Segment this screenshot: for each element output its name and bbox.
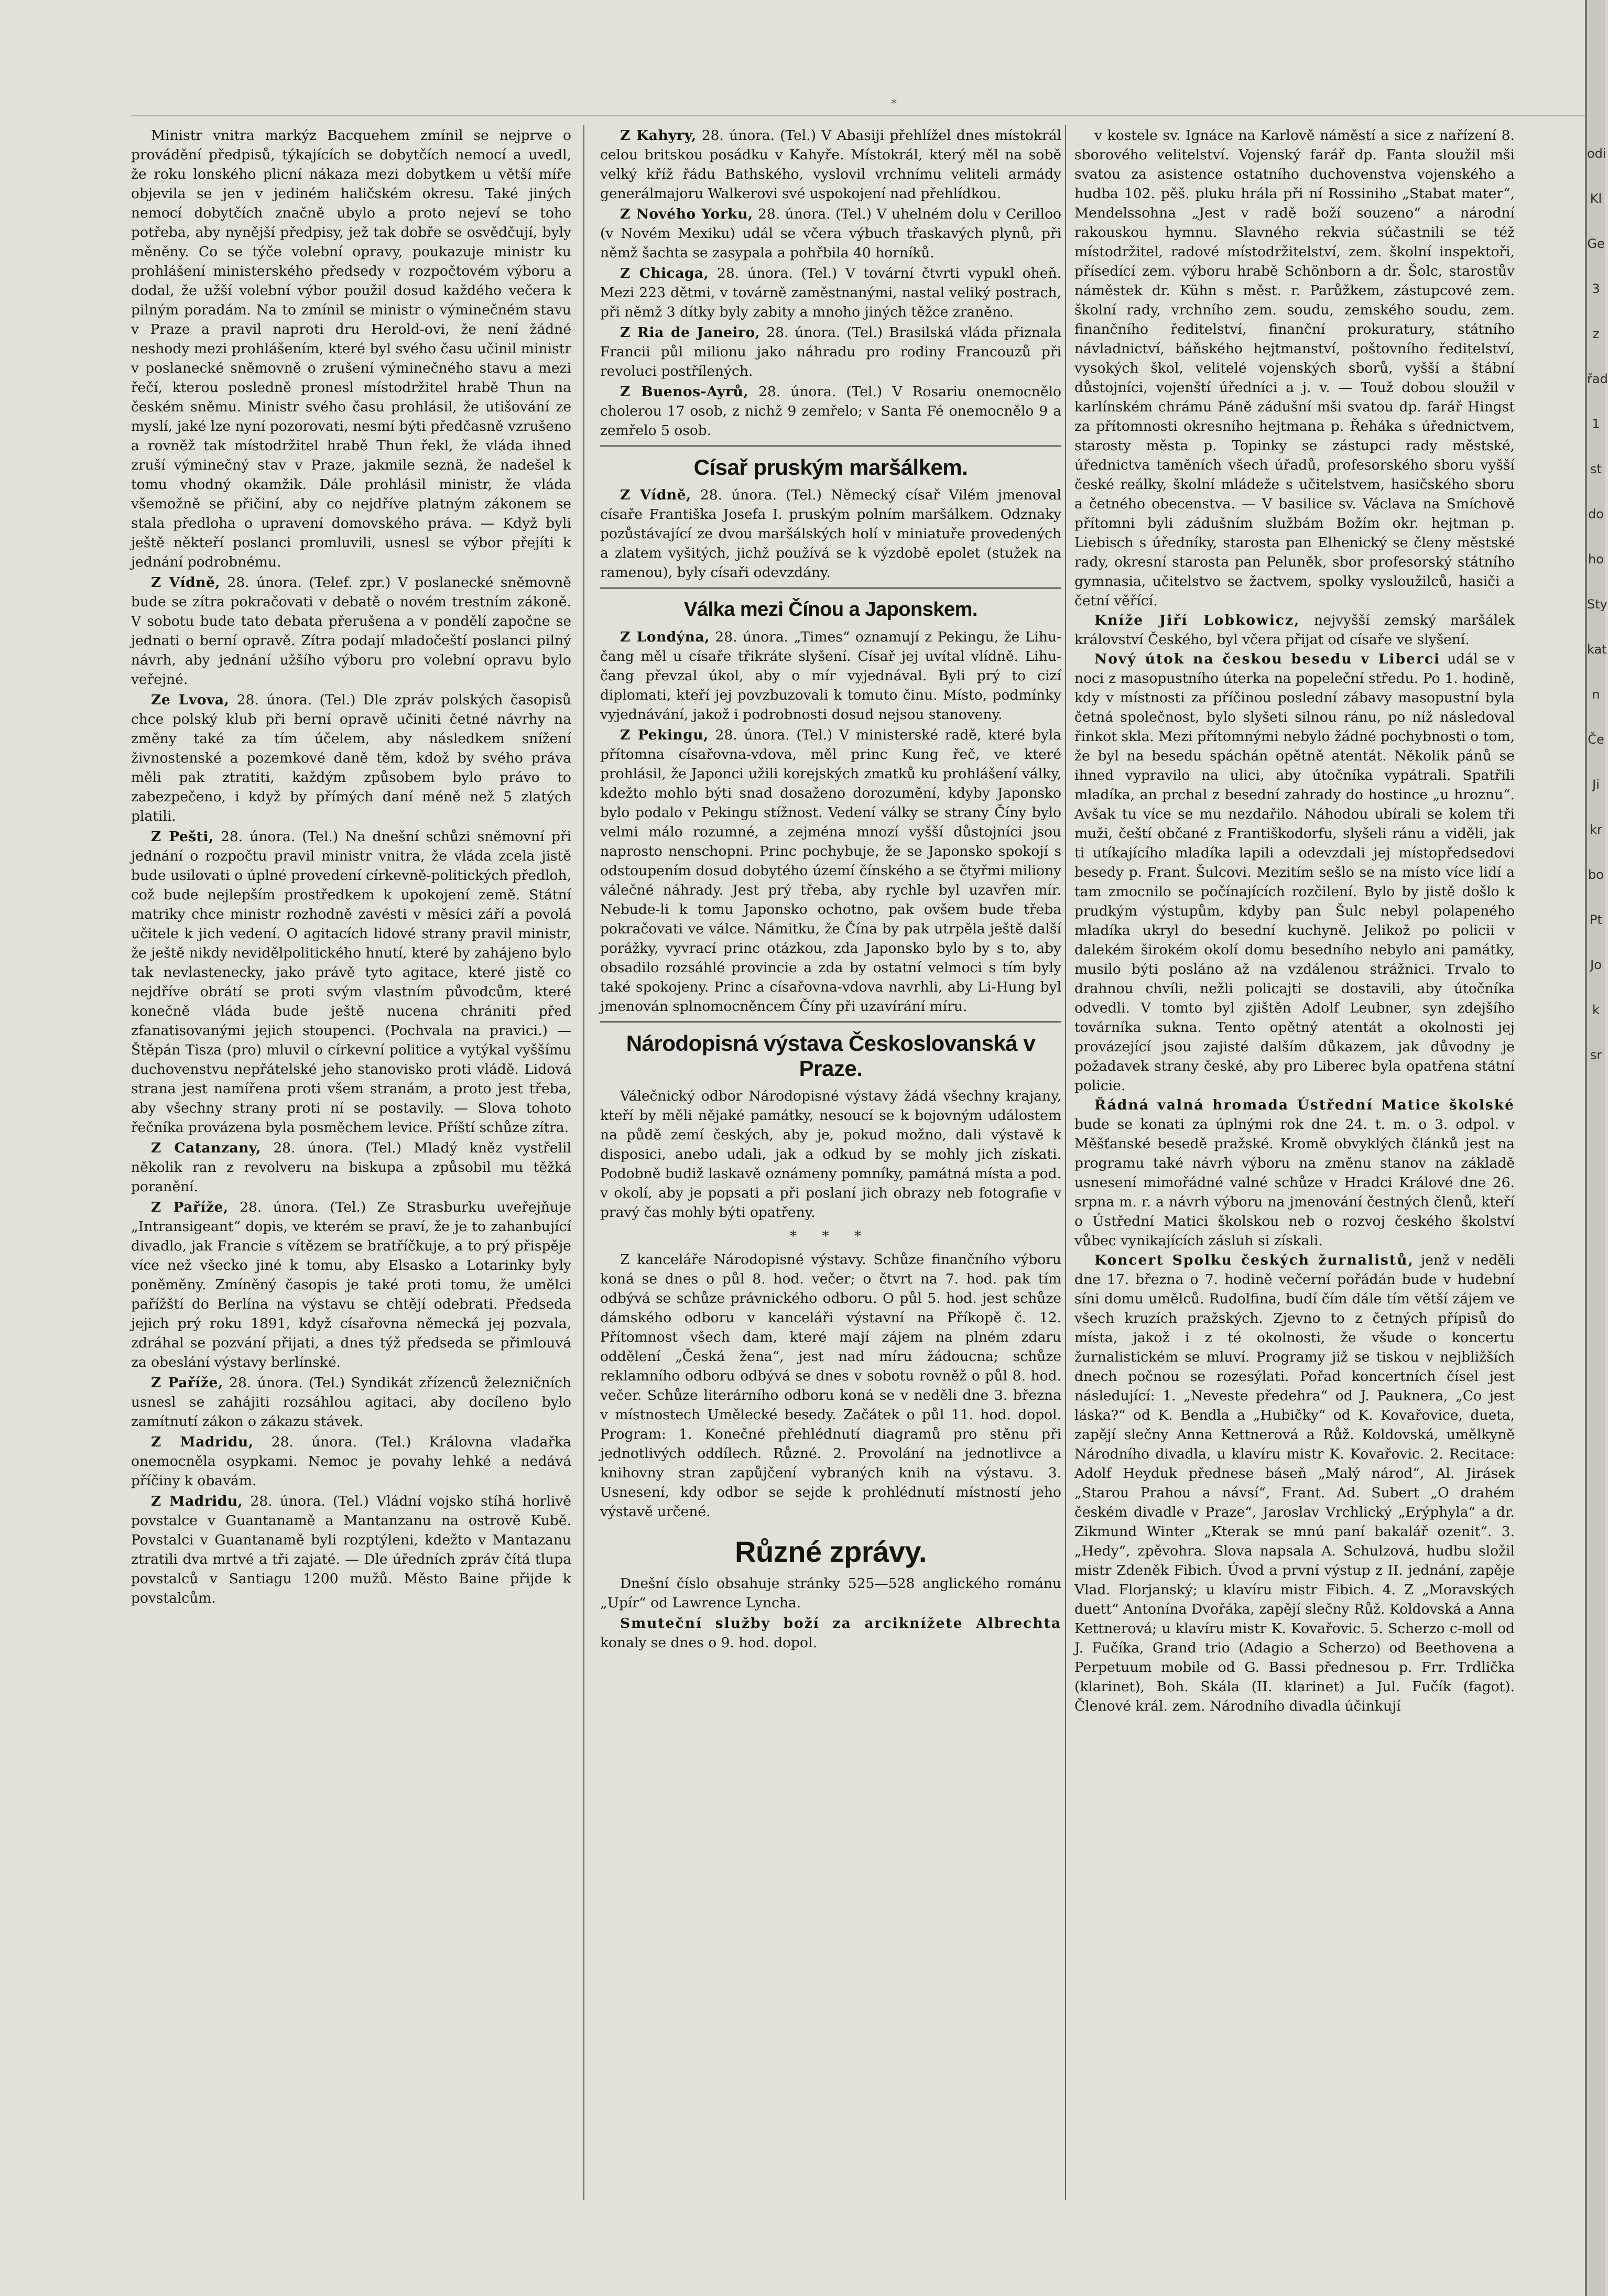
column-1 xyxy=(131,126,571,2196)
news-item xyxy=(131,827,571,1137)
news-text: 28. února. (Tel.) Dle zpráv polských časopisů chce polský klub při berní opravě učiniti četné návrhy na změny také za tím účelem, aby následkem snížení živnostenské a pozemkové daně těm, kdož by svého práva měli pak ztratiti, každým způsobem bylo právo to zabezpečeno, i když by přímých daní méně než 5 zlatých platili. xyxy=(131,692,571,824)
news-text: 28. února. (Tel.) V uhelném dolu v Cerilloo (v Novém Mexiku) udál se včera výbuch třaskavých plynů, při němž šachta se zasypala a pohřbila 40 horníků. xyxy=(600,206,1061,261)
news-text: 28. února. (Tel.) Mladý kněz vystřelil několik ran z revolveru na biskupa a způsobil mu těžká poranění. xyxy=(131,1140,571,1195)
edge-fragment: Jo xyxy=(1590,957,1602,972)
lobkowicz-title: Kníže Jiří Lobkowicz, xyxy=(1094,612,1300,628)
news-item xyxy=(131,573,571,689)
edge-fragment: Ji xyxy=(1592,777,1600,792)
news-text: 28. února. (Tel.) Na dnešní schůzi sněmovní při jednání o rozpočtu pravil ministr vnitra, že vláda zcela jistě bude usilovati o úplné provedení církevně-politických předloh, což bude nejlepším prostředkem k upokojení země. Státní matriky chce ministr rozhodně zavésti v měsíci září a povolá učitele k jich vedení. O agitacích lidové strany pravil ministr, že ještě nikdy nevidělpolitického hnutí, které by zahájeno bylo tak nevlastenecky, jako právě tyto agitace, které jistě co nejdříve obrátí se proti svým vlastním původcům, které konečně vláda bude ještě nucena chrániti před zfanatisovanými jejich stoupenci. (Pochvala na pravici.) — Štěpán Tisza (pro) mluvil o církevní politice a vytýkal vyššímu duchovenstvu nepřátelské jeho stanovisko proti vládě. Lidová strana jest namířena proti všem stranám, a proto jest třeba, aby všechny strany proti ní se postavily. — Slova tohoto řečníka provázena byla posměchem levice. Příští schůze zítra. xyxy=(131,829,571,1136)
top-border-rule xyxy=(131,115,1588,116)
meeting-title: Řádná valná hromada Ústřední Matice školské xyxy=(1094,1097,1515,1113)
edge-fragment: kr xyxy=(1590,822,1602,837)
news-item xyxy=(600,725,1061,1016)
section-divider xyxy=(600,1021,1061,1022)
meeting-note xyxy=(1074,1095,1515,1250)
war-news xyxy=(600,627,1061,1016)
column-divider-1 xyxy=(583,125,584,2200)
lobkowicz-note xyxy=(1074,611,1515,649)
news-item xyxy=(131,1198,571,1372)
edge-fragment: Ge xyxy=(1587,236,1605,251)
edge-fragment: kat xyxy=(1587,642,1607,657)
heading-misc: Různé zprávy. xyxy=(735,1535,927,1568)
column-3 xyxy=(1074,126,1515,2196)
news-item xyxy=(131,1492,571,1608)
edge-fragment: Sty xyxy=(1587,597,1607,612)
news-dateline: Z Buenos-Ayrů, xyxy=(620,384,748,400)
concert-note xyxy=(1074,1250,1515,1716)
news-dateline: Z Vídně, xyxy=(620,487,691,503)
news-text: 28. února. (Tel.) Vládní vojsko stíhá horlivě povstalce v Guantanamě a Mantanzanu na ostrově Kubě. Povstalci v Guantanamě byli rozptýleni, kdežto v Mantazanu ztratili dva mrtvé a tři zajaté. — Dle úředních zpráv čítá tlupa povstalců v Santiagu 1200 mužů. Město Baine přijde k povstalcům. xyxy=(131,1493,571,1606)
heading-kaiser: Císař pruským maršálkem. xyxy=(693,455,968,480)
news-dateline: Z Nového Yorku, xyxy=(620,206,753,222)
lobkowicz-text: nejvyšší zemský maršálek království Českého, byl včera přijat od císaře ve slyšení. xyxy=(1074,612,1515,648)
edge-fragment: do xyxy=(1588,507,1604,521)
dots-divider: * * * xyxy=(789,1228,872,1244)
news-text: 28. února. (Telef. zpr.) V poslanecké sněmovně bude se zítra pokračovati v debatě o novém trestním zákoně. V sobotu bude tato debata přerušena a v pondělí započne se jednati o berní opravě. Zítra podají mladočeští poslanci pilný návrh, aby jednání užšího výboru pro volební opravu bylo veřejné. xyxy=(131,574,571,688)
news-text: 28. února. (Tel.) Německý císař Vilém jmenoval císaře Františka Josefa I. pruským polním maršálkem. Odznaky pozůstávající ze dvou maršálských holí v miniatuře provedených a zlatem vyšitých, jichž používá se k výzdobě epolet (stužek na ramenou), byly císaři odevzdány. xyxy=(600,487,1061,581)
edge-fragment: Če xyxy=(1588,732,1604,747)
funeral-note-text: konaly se dnes o 9. hod. dopol. xyxy=(600,1635,817,1651)
news-dateline: Z Vídně, xyxy=(151,574,221,591)
column-2 xyxy=(600,126,1061,2196)
news-item xyxy=(600,323,1061,381)
news-dateline: Z Madridu, xyxy=(151,1434,254,1450)
news-text: 28. února. (Tel.) V tovární čtvrti vypukl oheň. Mezi 223 dětmi, v továrně zaměstnanými, nastal veliký postrach, při němž 3 dítky byly zabity a mnoho jiných těžce zraněno. xyxy=(600,265,1061,320)
news-item xyxy=(131,1432,571,1490)
concert-title: Koncert Spolku českých žurnalistů, xyxy=(1094,1252,1414,1268)
news-dateline: Z Pekingu, xyxy=(620,727,709,743)
news-item xyxy=(131,126,571,572)
funeral-note-title: Smuteční služby boží za arciknížete Albrechta xyxy=(620,1615,1061,1631)
news-text: 28. února. (Tel.) Syndikát zřízenců železničních usnesl se zahájiti rozsáhlou agitaci, aby docíleno bylo zamítnutí zákon o zákazu stávek. xyxy=(131,1375,571,1430)
edge-fragment: st xyxy=(1590,462,1602,476)
column-2-news xyxy=(600,126,1061,440)
misc-paragraph: Dnešní číslo obsahuje stránky 525—528 anglického románu „Upír“ od Lawrence Lyncha. xyxy=(600,1575,1061,1611)
news-text: 28. února. (Tel.) V Abasiji přehlížel dnes místokrál celou britskou posádku v Kahyře. Místokrál, který měl na sobě velký kříž řádu Bathského, vyslovil vrchnímu veliteli armády generálmajoru Walkerovi své uspokojení nad přehlídkou. xyxy=(600,127,1061,202)
news-dateline: Z Londýna, xyxy=(620,629,710,645)
section-divider xyxy=(600,445,1061,447)
edge-fragment: sr xyxy=(1590,1048,1602,1062)
edge-fragment: k xyxy=(1592,1003,1600,1017)
edge-fragment: odi xyxy=(1587,146,1606,161)
news-text: 28. února. (Tel.) Ze Strasburku uveřejňuje „Intransigeant“ dopis, ve kterém se praví, že je to zahanbující divadlo, jak Francie s vítězem se bratříčkuje, a to prý přispěje více než všecko jiné k tomu, aby Elsasko a Lotarinky byly poněměny. Zmíněný časopis je také proti tomu, že umělci pařížští do Berlína na výstavu se chtějí odebrati. Předseda jejich prý roku 1891, když císařovna německá jej pozvala, zdráhal se pozvání přijati, a dnes týž předseda se přimlouvá za obeslání výstavy berlínské. xyxy=(131,1199,571,1370)
attack-title: Nový útok na českou besedu v Liberci xyxy=(1094,651,1441,667)
news-dateline: Z Paříže, xyxy=(151,1375,223,1391)
news-item xyxy=(600,485,1061,582)
edge-fragment: řad xyxy=(1587,372,1608,386)
kaiser-news xyxy=(600,485,1061,582)
heading-war: Válka mezi Čínou a Japonskem. xyxy=(684,599,977,621)
news-text: 28. února. „Times“ oznamují z Pekingu, že Lihu-čang měl u císaře třikráte slyšení. Císař jej uvítal vlídně. Lihu-čang převzal úkol, aby o mír vyjednával. Byli prý to cizí diplomati, kteří jej povzbuzovali k tomuto činu. Místo, podmínky vyjednávání, jakož i podrobnosti dosud nejsou stanoveny. xyxy=(600,629,1061,723)
news-text: 28. února. (Tel.) V ministerské radě, které byla přítomna císařovna-vdova, měl princ Kung řeč, ve které prohlásil, že Japonci užili korejských zmatků ku prohlášení války, kdežto mohlo býti snad dosaženo dorozumění, kdyby Japonsko bylo podalo v Pekingu stížnost. Vedení války se strany Číny bylo velmi málo rozumné, a zejména mnozí vyšší důstojníci jsou naprosto nenschopni. Princ pochybuje, že se Japonsko spokojí s odstoupením dosud dobytého území čínského a se čtyřmi miliony válečné náhrady. Jest prý třeba, aby rychle byl uzavřen mír. Nebude-li k tomu Japonsko ochotno, pak ovšem bude třeba pokračovati ve válce. Námitku, že Čína by pak utrpěla ještě další porážky, vyvrací princ otázkou, zda Japonsko bylo by s to, aby obsadilo rozsáhlé provincie a zda by ostatní velmoci s tím byly také spokojeny. Princ a císařovna-vdova navrhli, aby Li-Hung byl jmenován splnomocněncem Číny při uzavírání míru. xyxy=(600,727,1061,1015)
edge-fragments xyxy=(1587,131,1608,1078)
news-dateline: Z Catanzany, xyxy=(151,1140,261,1156)
office-paragraph: Z kanceláře Národopisné výstavy. Schůze finančního výboru koná se dnes o půl 8. hod. večer; o čtvrt na 7. hod. pak tím odbývá se schůze právnického odboru. O půl 5. hod. jest schůze dámského odboru v kanceláři výstavní na Příkopě č. 12. Přítomnost všech dam, které mají zájem na plném zdaru oddělení „Česká žena“, jest nad míru žádoucna; schůze reklamního odboru odbývá se dnes v sobotu rovněž o půl 8. hod. večer. Schůze literárního odboru koná se v neděli dne 3. března v místnostech Umělecké besedy. Začátek o půl 11. hod. dopol. Program: 1. Konečné přehlédnutí diagramů pro stěnu při jednotlivých oddílech. Různé. 2. Provolání na jednotlivce a knihovny stran zapůjčení vybraných knih na výstavu. 3. Usnesení, kdy odbor se sejde k prohlédnutí místností jeho výstavě určené. xyxy=(600,1252,1061,1520)
concert-text: jenž v neděli dne 17. března o 7. hodině večerní pořádán bude v hudební síni domu umělců. Rudolfina, budí čím dále tím větší zájem ve všech kruzích pražských. Zjevno to z četných přípisů do místa, jakož i z té okolnosti, že všude o koncertu žurnalistickém se mluví. Programy již se tiskou v nejbližších dnech počnou se rozesýlati. Pořad koncertních čísel jest následující: 1. „Neveste předehra“ od J. Pauknera, „Co jest láska?“ od K. Bendla a „Hubičky“ od K. Kovařovice, dueta, zapějí slečny Anna Kettnerová a Růž. Koldovská, umělkyně Národního divadla, u klavíru mistr K. Kovařovic. 2. Recitace: Adolf Heyduk přednese báseň „Malý národ“, Al. Jirásek „Starou Prahou a návsí“, Frant. Ad. Subert „O drahém českém divadle v Praze“, Jaroslav Vrchlický „Erýphyla“ a dr. Zikmund Winter „Kterak se mnú paní bakalář ozenit“. 3. „Hedy“, zpěvohra. Slova napsala A. Schulzová, hudbu složil mistr Zdeněk Fibich. Úvod a první výstup z II. jednání, zapěje Vlad. Florjanský; u klavíru mistr Fibich. 4. Z „Moravských duett“ Antonína Dvořáka, zapějí slečny Růž. Koldovská a Anna Kettnerová; u klavíru mistr K. Kovařovic. 5. Scherzo c-moll od J. Fučíka, Grand trio (Adagio a Scherzo) od Beethovena a Perpetuum mobile od G. Bassi přednesou p. Frr. Trdlička (klarinet), Boh. Skála (II. klarinet) a Jul. Fučík (fagot). Členové král. zem. Národního divadla účinkují xyxy=(1074,1252,1515,1714)
news-text: Ministr vnitra markýz Bacquehem zmínil se nejprve o provádění předpisů, týkajících se dobytčích nemocí a uvedl, že roku lonského plicní nákaza mezi dobytkem u větší míře objevila se jen v jediném haličském okresu. Také jiných nemocí dobytčích značně ubylo a proto nejeví se toho potřeba, aby nynější předpisy, jež tak dobře se osvědčují, byly měněny. Co se týče volební opravy, poukazuje ministr ku prohlášení ministerského předsedy v rozpočtovém výboru a dodal, že užší volební výbor použil dosud každého večera k pilným poradám. Na to zmínil se ministr o výminečném stavu v Praze a pravil naproti dru Herold-ovi, že není žádné neshody mezi prohlášením, které byl svého času učinil ministr v poslanecké sněmovně o zrušení výminečného stavu a mezi řečí, kterou posledně pronesl místodržitel hrabě Thun na českém sněmu. Ministr svého času prohlásil, že utišování ze myslí, jaké lze nyní pozorovati, nesmí býti předčasně vzrušeno a rovněž tak místodržitel hrabě Thun řekl, že vláda ihned zruší výminečný stav v Praze, jakmile seznä, že nadešel k tomu vhodný okamžik. Dále prohlásil ministr, že vláda všemožně se přičiní, aby co nejdříve platným zákonem se stala předloha o upravení domovského práva. — Když byli ještě někteří poslanci promluvili, usnesl se výbor přejíti k jednání podrobnému. xyxy=(131,127,571,570)
news-dateline: Z Pešti, xyxy=(151,829,214,845)
news-item xyxy=(600,264,1061,322)
attack-note xyxy=(1074,649,1515,1095)
edge-fragment: n xyxy=(1592,687,1600,702)
edge-fragment: 1 xyxy=(1592,417,1600,431)
news-dateline: Z Paříže, xyxy=(151,1199,229,1215)
news-dateline: Z Chicaga, xyxy=(620,265,709,281)
news-item xyxy=(131,690,571,826)
column-divider-2 xyxy=(1065,125,1066,2200)
news-text: 28. února. (Tel.) Brasilská vláda přiznala Francii půl milionu jako náhradu pro rodiny Francouzů při revoluci postřílených. xyxy=(600,324,1061,379)
funeral-continuation: v kostele sv. Ignáce na Karlově náměstí a sice z nařízení 8. sborového velitelství. Vojenský farář dp. Fanta sloužil mši svatou za asistence ostatního duchovenstva vojenského a hudba 102. pěš. pluku hrála při ní Rossiniho „Stabat mater“, Mendelssohna „Jest v radě boží souzeno“ a národní rakouskou hymnu. Slavného rekvia súčastnili se též místodržitel, radové místodržitelství, zem. školní inspektoři, přísedící zem. výboru hrabě Schönborn a dr. Šolc, starostův náměstek dr. Kühn s měst. r. Parůžkem, zástupcové zem. školní rady, vrchního zem. soudu, zemského soudu, zem. finančního ředitelství, finanční prokuratury, státního návladnictví, báňského hejtmanství, poštovního ředitelství, vysokých škol, velitelé vojenských sborů, vyšší a štábní důstojníci, vojenští úředníci a j. v. — Touž dobou sloužil v karlínském chrámu Páně zádušní mši svatou dp. farář Hingst za přítomnosti okresního hejtmana p. Řeháka s úřednictvem, starosty města p. Topinky se zástupci rady městské, úřednictva taměních všech úřadů, profesorského sboru vyšší české reálky, školní mládeže s učitelstvem, hasičského sboru a četného obecenstva. — V basilice sv. Václava na Smíchově přítomni byli zádušním službám Božím okr. hejtman p. Liebisch s úředníky, starosta pan Elhenický se členy městské rady, okresní starosta pan Peluněk, sbor profesorský státního gymnasia, učitelstvo se žactvem, spolky vysloužilců, hasiči a četní věřící. xyxy=(1074,127,1515,609)
edge-fragment: Kl xyxy=(1590,191,1602,206)
news-text: 28. února. (Tel.) V Rosariu onemocnělo cholerou 17 osob, z nichž 9 zemřelo; v Santa Fé onemocnělo 9 a zemřelo 5 osob. xyxy=(600,384,1061,439)
news-item xyxy=(131,1373,571,1431)
news-dateline: Ze Lvova, xyxy=(151,692,230,708)
exhibition-paragraph: Válečnický odbor Národopisné výstavy žádá všechny krajany, kteří by měli nějaké památky, nesoucí se k bojovným událostem na půdě zemí českých, aby je, pokud možno, dali výstavě k disposici, anebo udali, jak a odkud by se mohly jich získati. Podobně budiž laskavě oznámeny pomníky, památná místa a pod. v okolí, aby je popsati a při poslaní jich obrazy neb fotografie v pravý čas mohly býti opatřeny. xyxy=(600,1088,1061,1221)
news-dateline: Z Kahyry, xyxy=(620,127,697,144)
news-dateline: Z Ria de Janeiro, xyxy=(620,324,760,341)
edge-fragment: Pt xyxy=(1590,912,1602,927)
news-dateline: Z Madridu, xyxy=(151,1493,243,1509)
section-divider xyxy=(600,587,1061,589)
news-item xyxy=(600,204,1061,263)
page-mark: * xyxy=(891,97,897,111)
meeting-text: bude se konati za úplnými rok dne 24. t. m. o 3. odpol. v Měšťanské besedě pražské. Kromě obvyklých článků jest na programu také návrh výboru na změnu stanov na základě usnesení mimořádné valné schůze v Hradci Králové dne 26. srpna m. r. a návrh výboru na jmenování čestných členů, kteří o Ústřední Matici školskou neb o rozvoj českého školství vůbec vynikajících zásluh si získali. xyxy=(1074,1116,1515,1249)
news-text: 28. února. (Tel.) Královna vladařka onemocněla osypkami. Nemoc je povahy lehké a nedává příčiny k obavám. xyxy=(131,1434,571,1489)
edge-fragment: 3 z xyxy=(1592,281,1600,341)
column-1-news xyxy=(131,126,571,1608)
news-item xyxy=(600,627,1061,724)
edge-fragment: ho xyxy=(1588,552,1604,567)
attack-text: udál se v noci z masopustního úterka na popeleční středu. Po 1. hodině, kdy v místnosti za příčinou poslední zábavy masopustní byla četná společnost, bylo slyšeti silnou ránu, po níž následoval řinkot skla. Mezi přítomnými nebylo žádné pochybnosti o tom, že byl na besedu spáchán opětně atentát. Několik pánů se ihned vypravilo na ulici, aby útočníka vypátrali. Spatřili mladíka, an prchal z besední zahrady do hostince „u hroznu“. Avšak tu více se mu nezdařilo. Náhodou ubírali se kolem tři muži, čeští občané z Františkodorfu, slyšeli ránu a viděli, jak ti utíkajícího mladíka lapili a odevzdali jej místopředsedovi besedy p. Frant. Šulcovi. Mezitím sešlo se na místo více lidí a tam zmocnilo se počínajících rozčilení. Bylo by jistě došlo k prudkým výstupům, kdyby pan Šulc nebyl polapeného mladíka ukryl do besední kuchyně. Jelikož po policii v dalekém širokém okolí domu besedního nebylo ani památky, musilo býti posláno až na vzdálenou strážnici. Trvalo to drahnou chvíli, nežli policajti se dostavili, aby útočníka odvedli. V tomto byl zjištěn Adolf Leubner, syn zdejšího továrníka sukna. Tento opětný atentát a okolnosti jej provázející jsou zajisté dalším důkazem, jak důvodny je požadavek strany české, aby pro Liberec byla opatřena státní policie. xyxy=(1074,651,1515,1094)
news-item xyxy=(131,1138,571,1196)
adjacent-page-strip xyxy=(1587,0,1608,2296)
edge-fragment: bo xyxy=(1588,867,1604,882)
heading-exhibition: Národopisná výstava Českoslovanská v Praze. xyxy=(626,1031,1036,1081)
news-item xyxy=(600,382,1061,440)
news-item xyxy=(600,126,1061,203)
funeral-note xyxy=(600,1614,1061,1652)
